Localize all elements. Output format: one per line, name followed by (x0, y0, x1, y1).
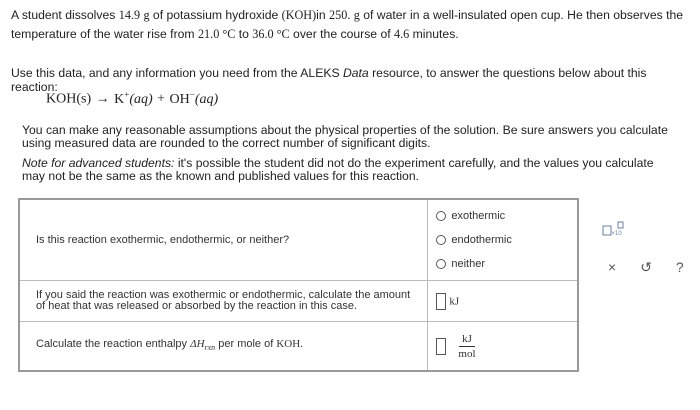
formula-koh: (KOH) (281, 8, 317, 22)
temp-initial: 21.0 °C (197, 27, 236, 41)
state-aq: (aq) (194, 91, 219, 107)
intro-text: over the course of (289, 27, 394, 41)
advanced-note (22, 157, 672, 183)
radio-label: neither (451, 258, 485, 270)
mass-koh: 14.9 (118, 8, 141, 22)
charge-plus: + (124, 89, 130, 99)
radio-circle-icon[interactable] (436, 259, 446, 269)
question-2: If you said the reaction was exothermic or endothermic, calculate the amount of heat that was released or absorbed by the reaction in this case. (19, 281, 428, 322)
reaction-arrow: → (95, 91, 110, 107)
scientific-notation-button[interactable] (602, 221, 624, 237)
instructions-text: Use this data, and any information you need from the ALEKS (11, 66, 343, 80)
reaction-equation (46, 89, 218, 108)
unit-kj: kJ (449, 294, 460, 307)
table-row (19, 199, 578, 281)
help-button[interactable]: ? (675, 259, 684, 275)
undo-button[interactable]: ↺ (640, 259, 652, 275)
radio-label: endothermic (451, 234, 512, 246)
enthalpy-input[interactable] (436, 338, 446, 355)
compound-koh: KOH. (276, 337, 303, 350)
question-3-text: Calculate the reaction enthalpy (36, 337, 191, 350)
note-label: Note for advanced students: (22, 156, 175, 170)
clear-button[interactable]: × (608, 259, 617, 275)
unit-denominator: mol (458, 347, 476, 360)
delta-h: ΔH (190, 337, 205, 350)
intro-text: to (235, 27, 253, 41)
sci-label: ×10 (611, 231, 622, 237)
instructions-text: resource, to answer the questions below about this reaction: (11, 66, 647, 94)
delta-h-symbol (190, 337, 216, 353)
heat-input[interactable] (436, 293, 446, 310)
question-3 (19, 322, 428, 372)
rxn-subscript: rxn (204, 343, 216, 353)
question-3-text: per mole of (215, 337, 277, 350)
product-oh (169, 89, 219, 107)
intro-text: minutes. (409, 27, 459, 41)
temp-final: 36.0 °C (252, 27, 290, 41)
intro-text: in (316, 8, 330, 22)
radio-circle-icon[interactable] (436, 235, 446, 245)
note-body: it's possible the student did not do the experiment carefully, and the values you calculate may not be the same as the known and published values for this reaction. (22, 156, 654, 183)
charge-minus: − (189, 89, 195, 99)
unit-g: g (143, 8, 150, 22)
answer-toolbar (590, 205, 700, 291)
answer-1 (428, 199, 578, 281)
state-aq: (aq) (129, 91, 153, 107)
reactant: KOH(s) (46, 91, 92, 107)
radio-circle-icon[interactable] (436, 211, 446, 221)
product-k (114, 89, 153, 107)
radio-exothermic[interactable] (436, 204, 569, 228)
answer-2 (428, 281, 578, 322)
unit-kj-per-mol (455, 332, 478, 361)
assumption-text: You can make any reasonable assumptions about the physical properties of the solution. Be sure answers you calculate using measured data are rounded to the correct number of significant digits. (22, 123, 668, 150)
unit-g: g (353, 8, 360, 22)
radio-endothermic[interactable] (436, 228, 569, 252)
radio-neither[interactable] (436, 252, 569, 276)
table-row (19, 281, 578, 322)
answer-3 (428, 322, 578, 372)
intro-text: A student dissolves (11, 8, 119, 22)
control-buttons (608, 259, 684, 276)
question-1: Is this reaction exothermic, endothermic, or neither? (19, 199, 428, 281)
intro-text: of potassium hydroxide (149, 8, 282, 22)
scientific-notation-icon[interactable] (602, 221, 626, 237)
table-row (19, 322, 578, 372)
unit-numerator: kJ (459, 332, 475, 347)
question-table (18, 198, 579, 372)
plus-sign: + (157, 91, 166, 107)
intro-text: of water in a well-insulated open cup. He then observes the temperature of the water rise from (11, 8, 684, 41)
problem-intro (11, 6, 691, 44)
mass-water: 250. (329, 8, 351, 22)
data-resource-link-text: Data (342, 66, 369, 80)
time-value: 4.6 (394, 27, 410, 41)
product-k-symbol: K (114, 91, 125, 107)
product-oh-symbol: OH (169, 91, 190, 107)
radio-label: exothermic (451, 210, 506, 222)
